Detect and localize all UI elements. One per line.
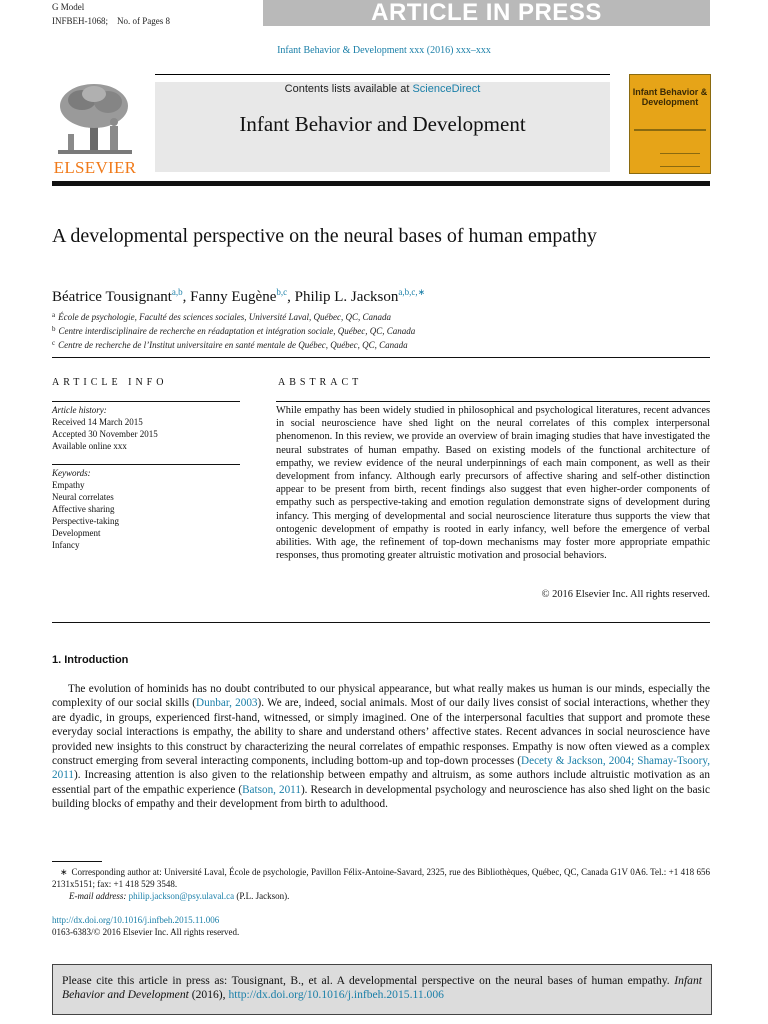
contents-line: Contents lists available at ScienceDirect — [284, 83, 481, 95]
affiliation-mark: a — [52, 311, 56, 319]
author-separator: , — [287, 289, 295, 305]
issn-line: 0163-6383/© 2016 Elsevier Inc. All rights reserved. — [52, 927, 240, 937]
keyword-item: Empathy — [52, 480, 85, 490]
journal-title[interactable]: Infant Behavior and Development — [239, 112, 526, 136]
sciencedirect-link[interactable]: ScienceDirect — [412, 83, 481, 95]
abstract-text: While empathy has been widely studied in philosophical and psychological literatures, recent advances in social neuroscience have shed light on the neural correlates of this complex interpersonal phenomenon. In this review, we provide an overview of brain imaging studies that have investigated the neural substrates of human empathy. Based on existing models of the functional architecture of empathy, we review evidence of the neural underpinnings of each main component, as well as their development from infancy. Although early precursors of affective sharing and self-other distinction appear to be present from birth, recent findings also suggest that even higher-order components of empathy such as perspective-taking and emotion regulation demonstrate signs of development during infancy. This merging of developmental and social neuroscience literature thus supports the view that ontogenic development of empathy is rooted in early infancy, well before the emergence of verbal abilities. With age, the refinement of top-down mechanisms may foster more appropriate empathic responses, thus promoting greater altruistic motivation and prosocial behaviors. — [276, 405, 710, 562]
history-accepted: Accepted 30 November 2015 — [52, 429, 158, 439]
author-email-link[interactable]: philip.jackson@psy.ulaval.ca — [128, 891, 235, 901]
journal-header-box — [155, 82, 610, 172]
journal-reference-link[interactable]: Infant Behavior & Development xxx (2016) xxx–xxx — [277, 45, 491, 56]
keywords-rule — [52, 464, 240, 465]
history-online: Available online xxx — [52, 441, 127, 451]
keyword-item: Neural correlates — [52, 492, 114, 502]
journal-cover-thumbnail[interactable] — [629, 74, 711, 174]
author-name[interactable]: Philip L. Jackson — [294, 289, 399, 305]
model-label: G Model — [52, 2, 85, 12]
cover-decoration — [660, 153, 700, 167]
cite-journal: Infant Behavior and Development — [62, 974, 702, 1002]
keyword-item: Development — [52, 528, 101, 538]
header-top-rule — [155, 74, 610, 75]
keyword-list — [52, 467, 119, 551]
author-separator: , — [182, 289, 191, 305]
page-meta — [52, 0, 170, 28]
cover-title: Infant Behavior & Development — [632, 87, 708, 107]
header-separator — [52, 357, 710, 358]
affiliation-list — [52, 309, 415, 351]
citation-box: Please cite this article in press as: Tousignant, B., et al. A developmental perspective on the neural bases of human empathy. Infant Behavior and Development (2016), http://dx.doi.org/10.1016/j.infbeh.2015.11.006 — [52, 964, 712, 1015]
affiliation-text: Centre de recherche de l’Institut universitaire en santé mentale de Québec, Québec, QC, Canada — [58, 340, 408, 350]
affiliation-item — [52, 337, 415, 351]
doi-block — [52, 914, 239, 938]
footnote-rule — [52, 861, 102, 862]
masthead-rule — [52, 181, 710, 186]
keywords-label: Keywords: — [52, 468, 91, 478]
affiliation-text: Centre interdisciplinaire de recherche en réadaptation et intégration sociale, Québec, QC, Canada — [58, 326, 416, 336]
article-title: A developmental perspective on the neural bases of human empathy — [52, 225, 597, 247]
affiliation-item — [52, 309, 415, 323]
affiliation-mark: b — [52, 325, 56, 333]
author-name[interactable]: Fanny Eugène — [190, 289, 277, 305]
affiliation-item — [52, 323, 415, 337]
affiliation-mark: c — [52, 339, 56, 347]
cover-divider — [634, 129, 706, 131]
abstract-copyright: © 2016 Elsevier Inc. All rights reserved. — [541, 589, 710, 600]
publisher-name: ELSEVIER — [53, 158, 137, 177]
keyword-item: Affective sharing — [52, 504, 115, 514]
email-label: E-mail address: — [69, 891, 127, 901]
author-affiliation-marks[interactable]: b,c — [276, 287, 288, 297]
citation-link[interactable]: Batson, 2011 — [242, 783, 301, 796]
history-received: Received 14 March 2015 — [52, 417, 143, 427]
doi-link[interactable]: http://dx.doi.org/10.1016/j.infbeh.2015.11.006 — [52, 915, 220, 925]
author-name[interactable]: Béatrice Tousignant — [52, 289, 172, 305]
introduction-paragraph: The evolution of hominids has no doubt contributed to our physical appearance, but what really makes us human is our minds, especially the complexity of our social skills (Dunbar, 2003). We are, indeed, social animals. Most of our daily lives consist of social interactions, whether they are dyadic, in groups, experienced first-hand, witnessed, or simply imagined. One of the interpersonal faculties that support and promote these everyday social interactions is empathy, the ability to share and understand others’ affective states. Recent advances in social neuroscience have provided new insights to this construct by characterizing the neural correlates of empathic responses. Empathy is now often viewed as a complex construct emerging from several interacting components, including bottom-up and top-down processes (Decety & Jackson, 2004; Shamay-Tsoory, 2011). Increasing attention is also given to the relationship between empathy and altruism, as some authors include altruistic motivation as an essential part of the empathic experience (Batson, 2011). Research in developmental psychology and neuroscience has also shed light on the basic building blocks of empathy and their development from birth to adulthood. — [52, 683, 710, 811]
body-separator — [52, 622, 710, 623]
citation-link[interactable]: Dunbar, 2003 — [196, 697, 258, 710]
author-list — [52, 282, 425, 307]
citation-link[interactable]: Decety & Jackson, 2004; Shamay-Tsoory, 2011 — [52, 755, 710, 782]
keyword-item: Perspective-taking — [52, 516, 119, 526]
article-in-press-banner — [263, 0, 710, 26]
cite-doi-link[interactable]: http://dx.doi.org/10.1016/j.infbeh.2015.11.006 — [228, 988, 444, 1002]
article-info-rule — [52, 401, 240, 402]
corresponding-author-footnote: ∗ Corresponding author at: Université Laval, École de psychologie, Pavillon Félix-Antoine-Savard, 2325, rue des Bibliothèques, Québec, QC, Canada G1V 0A6. Tel.: +1 418 656 2131x5151; fax: +1 418 529 3548. E-mail address: philip.jackson@psy.ulaval.ca (P.L. Jackson). — [52, 867, 710, 901]
abstract-rule — [276, 401, 710, 402]
banner-text: ARTICLE IN PRESS — [371, 0, 602, 26]
author-affiliation-marks[interactable]: a,b,c,∗ — [398, 287, 426, 297]
elsevier-logo[interactable] — [52, 82, 138, 176]
article-ref: INFBEH-1068; No. of Pages 8 — [52, 16, 170, 26]
history-label: Article history: — [52, 405, 107, 415]
abstract-heading: ABSTRACT — [278, 377, 363, 388]
section-heading-introduction: 1. Introduction — [52, 654, 129, 666]
article-info-heading: ARTICLE INFO — [52, 377, 168, 388]
affiliation-text: École de psychologie, Faculté des sciences sociales, Université Laval, Québec, QC, Canada — [58, 312, 392, 322]
article-history — [52, 404, 158, 452]
keyword-item: Infancy — [52, 540, 80, 550]
author-affiliation-marks[interactable]: a,b — [171, 287, 183, 297]
footnote-marker: ∗ — [60, 867, 68, 877]
elsevier-tree-icon — [52, 82, 138, 158]
